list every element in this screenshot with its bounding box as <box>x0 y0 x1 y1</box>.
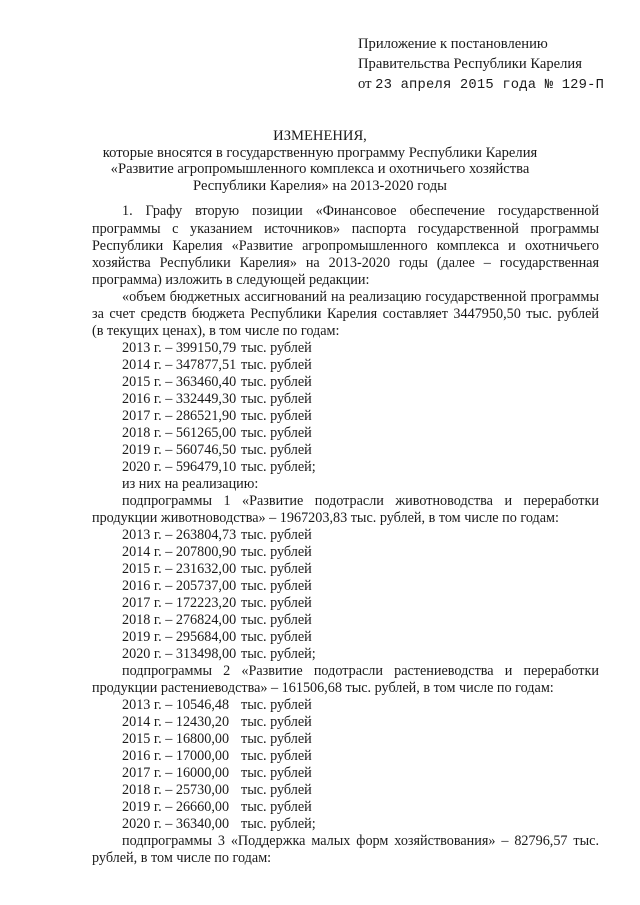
year-amount: 2019 г. – 295684,00 <box>122 629 237 645</box>
year-amount: 2014 г. – 347877,51 <box>122 357 237 373</box>
year-amount: 2013 г. – 263804,73 <box>122 527 237 543</box>
header-date-line <box>358 74 604 96</box>
year-amount-row <box>122 816 316 832</box>
amount-unit: тыс. рублей <box>241 799 312 815</box>
title-heading: ИЗМЕНЕНИЯ, <box>273 128 367 144</box>
year-amount-row <box>122 357 312 373</box>
year-amount-row <box>122 425 312 441</box>
year-amount: 2020 г. – 596479,10 <box>122 459 237 475</box>
paragraph-line: 1. Графу вторую позиции «Финансовое обеспечение государственной <box>122 203 599 219</box>
year-amount: 2017 г. – 286521,90 <box>122 408 237 424</box>
paragraph-line: подпрограммы 2 «Развитие подотрасли растениеводства и переработки <box>122 663 599 679</box>
amount-unit: тыс. рублей <box>241 425 312 441</box>
paragraph-line: продукции растениеводства» – 161506,68 тыс. рублей, в том числе по годам: <box>92 680 554 696</box>
amount-unit: тыс. рублей <box>241 561 312 577</box>
year-amount-row <box>122 697 312 713</box>
year-amount: 2015 г. – 231632,00 <box>122 561 237 577</box>
paragraph-line: программы с указанием источников» паспорта государственной программы <box>92 221 599 237</box>
header-date-number: 23 апреля 2015 года № 129-П <box>375 78 605 93</box>
header-date-prefix: от <box>358 76 376 92</box>
year-amount: 2015 г. – 363460,40 <box>122 374 237 390</box>
amount-unit: тыс. рублей <box>241 612 312 628</box>
year-amount-row <box>122 544 312 560</box>
year-amount: 2018 г. – 25730,00 <box>122 782 230 798</box>
year-amount-row <box>122 595 312 611</box>
amount-unit: тыс. рублей; <box>241 459 316 475</box>
year-amount-row <box>122 646 316 662</box>
year-amount-row <box>122 459 316 475</box>
year-amount-row <box>122 714 312 730</box>
year-amount: 2015 г. – 16800,00 <box>122 731 230 747</box>
amount-unit: тыс. рублей <box>241 408 312 424</box>
amount-unit: тыс. рублей <box>241 714 312 730</box>
amount-unit: тыс. рублей <box>241 697 312 713</box>
year-amount-row <box>122 408 312 424</box>
year-amount: 2017 г. – 16000,00 <box>122 765 230 781</box>
amount-unit: тыс. рублей <box>241 442 312 458</box>
year-amount: 2019 г. – 560746,50 <box>122 442 237 458</box>
year-amount-row <box>122 731 312 747</box>
amount-unit: тыс. рублей <box>241 340 312 356</box>
year-amount: 2018 г. – 276824,00 <box>122 612 237 628</box>
amount-unit: тыс. рублей <box>241 765 312 781</box>
year-amount: 2013 г. – 10546,48 <box>122 697 230 713</box>
paragraph-line: продукции животноводства» – 1967203,83 тыс. рублей, в том числе по годам: <box>92 510 559 526</box>
paragraph-line: из них на реализацию: <box>122 476 259 492</box>
title-line: которые вносятся в государственную программу Республики Карелия <box>102 144 538 161</box>
paragraph-line: «объем бюджетных ассигнований на реализацию государственной программы <box>122 289 599 305</box>
amount-unit: тыс. рублей <box>241 357 312 373</box>
year-amount-row <box>122 374 312 390</box>
year-amount: 2020 г. – 36340,00 <box>122 816 230 832</box>
year-amount: 2020 г. – 313498,00 <box>122 646 237 662</box>
year-amount-row <box>122 748 312 764</box>
amount-unit: тыс. рублей <box>241 731 312 747</box>
year-amount-row <box>122 765 312 781</box>
year-amount: 2016 г. – 17000,00 <box>122 748 230 764</box>
title-line: «Развитие агропромышленного комплекса и охотничьего хозяйства <box>110 161 530 177</box>
amount-unit: тыс. рублей; <box>241 646 316 662</box>
year-amount-row <box>122 629 312 645</box>
year-amount: 2017 г. – 172223,20 <box>122 595 237 611</box>
paragraph-line: за счет средств бюджета Республики Карелия составляет 3447950,50 тыс. рублей <box>92 306 599 322</box>
amount-unit: тыс. рублей <box>241 544 312 560</box>
amount-unit: тыс. рублей <box>241 578 312 594</box>
paragraph-line: рублей, в том числе по годам: <box>92 850 272 866</box>
document-title <box>0 128 640 194</box>
year-amount-row <box>122 782 312 798</box>
amount-unit: тыс. рублей; <box>241 816 316 832</box>
year-amount-row <box>122 442 312 458</box>
year-amount-row <box>122 561 312 577</box>
header-line: Правительства Республики Карелия <box>358 56 582 72</box>
appendix-header <box>358 34 604 96</box>
year-amount: 2018 г. – 561265,00 <box>122 425 237 441</box>
paragraph-line: хозяйства Республики Карелия» на 2013-2020 годы (далее – государственная <box>92 255 599 271</box>
paragraph-line: подпрограммы 3 «Поддержка малых форм хозяйствования» – 82796,57 тыс. <box>122 833 599 849</box>
year-amount: 2014 г. – 12430,20 <box>122 714 230 730</box>
year-amount-row <box>122 578 312 594</box>
amount-unit: тыс. рублей <box>241 748 312 764</box>
amount-unit: тыс. рублей <box>241 595 312 611</box>
year-amount: 2019 г. – 26660,00 <box>122 799 230 815</box>
amount-unit: тыс. рублей <box>241 374 312 390</box>
title-line: Республики Карелия» на 2013-2020 годы <box>193 177 447 194</box>
amount-unit: тыс. рублей <box>241 391 312 407</box>
header-line: Приложение к постановлению <box>358 36 548 52</box>
paragraph-line: (в текущих ценах), в том числе по годам: <box>92 323 340 339</box>
paragraph-line: программа) изложить в следующей редакции: <box>92 272 370 288</box>
year-amount: 2016 г. – 332449,30 <box>122 391 237 407</box>
amount-unit: тыс. рублей <box>241 782 312 798</box>
year-amount-row <box>122 340 312 356</box>
amount-unit: тыс. рублей <box>241 527 312 543</box>
amount-unit: тыс. рублей <box>241 629 312 645</box>
year-amount: 2016 г. – 205737,00 <box>122 578 237 594</box>
paragraph-line: подпрограммы 1 «Развитие подотрасли животноводства и переработки <box>122 493 599 509</box>
paragraph-line: Республики Карелия «Развитие агропромышленного комплекса и охотничьего <box>92 238 599 254</box>
year-amount-row <box>122 612 312 628</box>
year-amount-row <box>122 799 312 815</box>
year-amount: 2013 г. – 399150,79 <box>122 340 237 356</box>
year-amount: 2014 г. – 207800,90 <box>122 544 237 560</box>
year-amount-row <box>122 527 312 543</box>
year-amount-row <box>122 391 312 407</box>
